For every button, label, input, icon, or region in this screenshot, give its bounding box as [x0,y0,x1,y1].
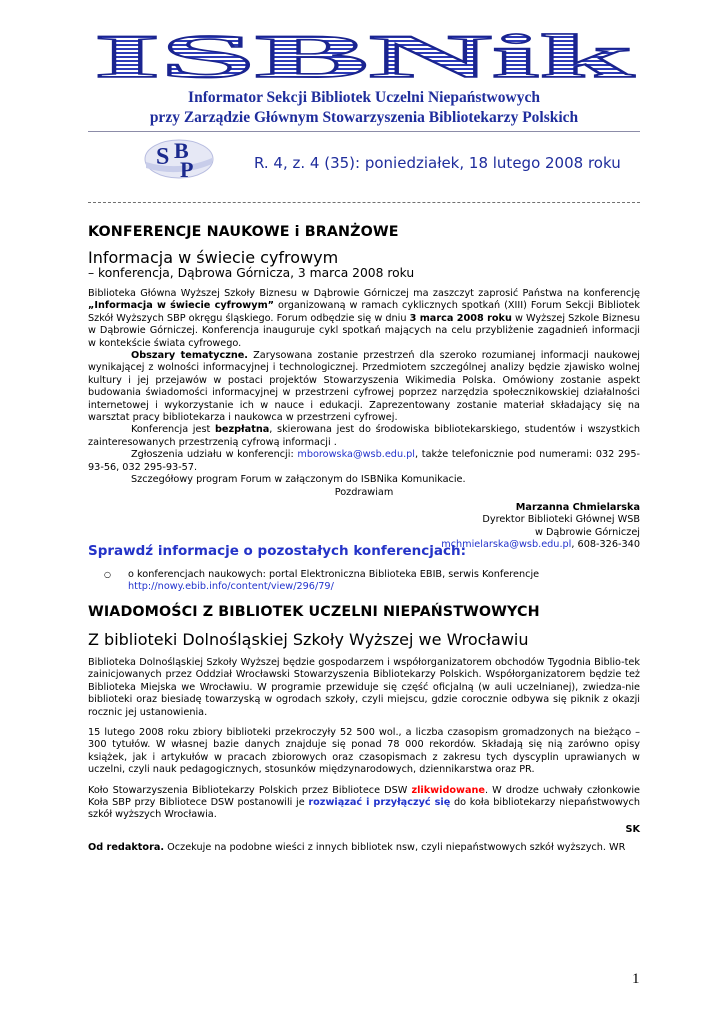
issue-divider [88,202,640,203]
sbp-letter-p: P [180,157,194,180]
signature-email-link[interactable]: mchmielarska@wsb.edu.pl [441,539,572,551]
paragraph-library-week: Biblioteka Dolnośląskiej Szkoły Wyższej będzie gospodarzem i współorganizatorem obchodów Tygodnia Biblio-tek zainicjowanych przez Oddział Wrocławski Stowarzyszenia Bibliotekarzy Polskich. Współorganizatorem będzie też Biblioteka Miejska we Wrocławiu. W programie przewiduje się część oficjalną (w auli uczelnianej), zwiedza-nie biblioteki oraz biesiadę towarzyską w ogrodach szkoły, czyli miejscu, gdzie corocznie odbywa się piknik z okazji rocznic jej ustanowienia. [88,657,640,718]
paragraph-topics: Obszary tematyczne. Zarysowana zostanie przestrzeń dla szeroko rozumianej informacji naukowej wynikającej z wolności informacyjnej i technologicznej. Przedmiotem szczególnej analizy będzie zjawisko wolnej kultury i jej przejawów w postaci projektów Stowarzyszenia Wikimedia Polska. Omówiony zostanie aspekt budowania świadomości informacyjnej w przestrzeni cyfrowej poprzez narzędzia społecznikowskiej działalności internetowej i wykorzystanie ich w nauce i edukacji. Zaprezentowany zostanie materiał składający się na warsztat pracy bibliotekarza i naukowca w przestrzeni cyfrowej. [88,350,640,424]
signature-contact: mchmielarska@wsb.edu.pl, 608-326-340 [441,539,640,551]
article-body-conference [88,288,640,552]
article-subtitle: – konferencja, Dąbrowa Górnicza, 3 marca 2008 roku [88,266,415,280]
sbp-letter-b: B [174,138,189,163]
article-title-dsw: Z biblioteki Dolnośląskiej Szkoły Wyższej we Wrocławiu [88,630,529,649]
signature-role: Dyrektor Biblioteki Głównej WSB [482,514,640,526]
masthead-line-1: Informator Sekcji Bibliotek Uczelni Niepaństwowych [188,89,540,106]
sbp-letter-s: S [156,144,170,170]
article-body-dsw [88,657,640,855]
issue-line: R. 4, z. 4 (35): poniedziałek, 18 lutego 2008 roku [254,154,621,172]
page-number: 1 [632,971,640,987]
paragraph-registration: Zgłoszenia udziału w konferencji: mborowska@wsb.edu.pl, także telefonicznie pod numerami: 032 295-93-56, 032 295-93-57. [88,449,640,473]
paragraph-free: Konferencja jest bezpłatna, skierowana jest do środowiska bibliotekarskiego, studentów i wszystkich zainteresowanych przestrzenią cyfrową informacji . [88,424,640,448]
ebib-conferences-link[interactable]: http://nowy.ebib.info/content/view/296/79/ [128,581,334,593]
section-heading-library-news: WIADOMOŚCI Z BIBLIOTEK UCZELNI NIEPAŃSTWOWYCH [88,604,540,620]
logo-text: ISBNik [94,32,636,82]
masthead-title [88,88,640,128]
paragraph-sbp-circle: Koło Stowarzyszenia Bibliotekarzy Polskich przez Bibliotece DSW zlikwidowane. W drodze uchwały członkowie Koła SBP przy Bibliotece DSW postanowili je rozwiązać i przyłączyć się do koła bibliotekarzy niepaństwowych szkół wyższych Wrocławia. [88,784,640,821]
greeting: Pozdrawiam [334,486,394,498]
sbp-logo [142,138,216,180]
registration-email-link[interactable]: mborowska@wsb.edu.pl [297,449,416,461]
signature-place: w Dąbrowie Górniczej [534,526,640,538]
paragraph-collections: 15 lutego 2008 roku zbiory biblioteki przekroczyły 52 500 wol., a liczba czasopism gromadzonych na bieżąco – 300 tytułów. W własnej bazie danych znajduje się ponad 78 000 rekordów. Składają się nią zarówno opisy książek, jak i artykułów w pracach zbiorowych oraz czasopismach z zakresu tych dyscyplin uprawianych w uczelni, czyli nauk pedagogicznych, stosunków międzynarodowych, dziennikarstwa oraz PR. [88,727,640,776]
article-title-digital-world: Informacja w świecie cyfrowym [88,248,339,267]
masthead-line-2: przy Zarządzie Głównym Stowarzyszenia Bibliotekarzy Polskich [149,109,579,126]
author-initials: SK [625,823,640,835]
signature-name: Marzanna Chmielarska [515,501,640,513]
other-conferences-heading: Sprawdź informacje o pozostałych konferencjach: [88,543,467,559]
bullet-circle-icon: ○ [104,570,111,579]
section-heading-conferences: KONFERENCJE NAUKOWE i BRANŻOWE [88,224,399,240]
isbnik-logo [88,32,640,82]
bullet-text: o konferencjach naukowych: portal Elektroniczna Biblioteka EBIB, serwis Konferencje [128,569,540,580]
editor-note: Od redaktora. Oczekuje na podobne wieści z innych bibliotek nsw, czyli niepaństwowych szkół wyższych. WR [88,842,626,854]
masthead-divider [88,131,640,132]
paragraph-invitation: Biblioteka Główna Wyższej Szkoły Biznesu w Dąbrowie Górniczej ma zaszczyt zaprosić Państwa na konferencję „Informacja w świecie cyfrowym” organizowaną w ramach cyklicznych spotkań (XIII) Forum Sekcji Bibliotek Szkół Wyższych SBP okręgu śląskiego. Forum odbędzie się w dniu 3 marca 2008 roku w Wyższej Szkole Biznesu w Dąbrowie Górniczej. Konferencja inauguruje cykl spotkań mających na celu przybliżenie zagadnień informacji w kontekście świata cyfrowego. [88,288,640,349]
paragraph-program: Szczegółowy program Forum w załączonym do ISBNika Komunikacie. [131,474,466,486]
